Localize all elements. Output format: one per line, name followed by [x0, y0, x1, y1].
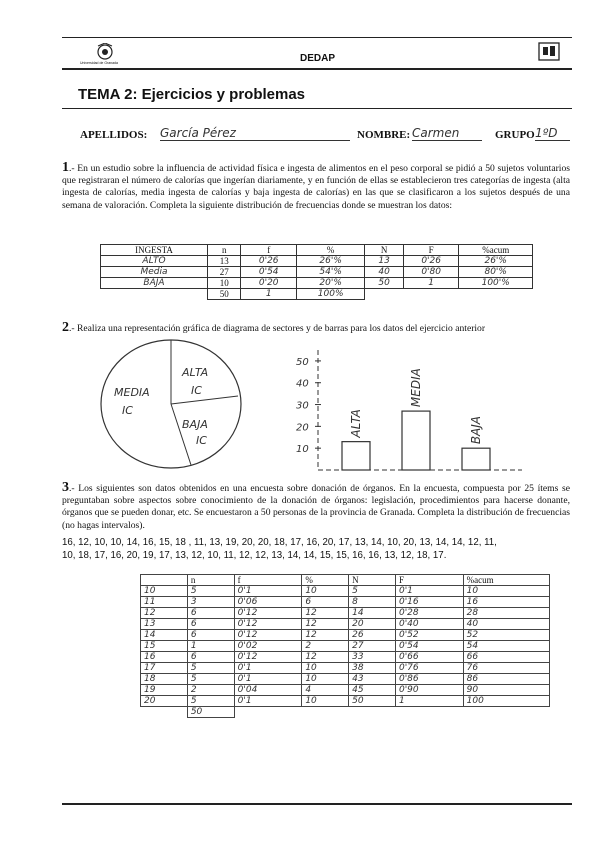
cell[interactable]: 26'%: [297, 256, 365, 267]
pie-label-media: MEDIA: [114, 386, 150, 399]
cell: 5: [187, 696, 234, 707]
cell[interactable]: 0'16: [395, 597, 463, 608]
cell[interactable]: 0'26: [403, 256, 459, 267]
cell[interactable]: 20'%: [297, 278, 365, 289]
cell: 10: [208, 278, 241, 289]
table-row: [141, 685, 550, 696]
exercise-2-statement: [62, 322, 570, 335]
apellidos-label: APELLIDOS:: [80, 129, 148, 141]
y-tick-label: 20: [296, 422, 309, 434]
cell[interactable]: 66: [463, 652, 549, 663]
cell: 19: [141, 685, 188, 696]
cell[interactable]: 100'%: [459, 278, 533, 289]
col-header: %acum: [459, 245, 533, 256]
col-header: f: [241, 245, 297, 256]
cell: 17: [141, 663, 188, 674]
col-header: N: [365, 245, 404, 256]
cell: 18: [141, 674, 188, 685]
cell[interactable]: 12: [302, 630, 349, 641]
cell[interactable]: 16: [463, 597, 549, 608]
data-sequence-line-2: 10, 18, 17, 16, 20, 19, 17, 13, 12, 10, 11, 12, 12, 13, 14, 14, 15, 15, 16, 16, 13, 12, 18, 17.: [62, 550, 447, 561]
col-header: %: [302, 575, 349, 586]
donation-frequency-table: [140, 574, 550, 718]
exercise-3-text: .- Los siguientes son datos obtenidos en una encuesta sobre donación de órganos. En la encuesta, compuesta por 25 ítems se preguntaban sobre aspectos sobre conocimiento de la donación de órganos: legislación, procedimientos para hacerse donante, órganos que se pueden donar, etc. Se encuestaron a 50 personas de la provincia de Granada. Completa la distribución de frecuencias (no hagas intervalos).: [62, 483, 570, 531]
pie-label-baja: BAJA: [182, 418, 208, 431]
nombre-field[interactable]: Carmen: [412, 126, 482, 141]
cell[interactable]: 45: [349, 685, 396, 696]
cell[interactable]: 54'%: [297, 267, 365, 278]
ingesta-frequency-table: [100, 244, 533, 300]
bar-label: BAJA: [469, 415, 483, 445]
cell[interactable]: 0'54: [241, 267, 297, 278]
cell[interactable]: [234, 707, 302, 718]
cell[interactable]: 50: [365, 278, 404, 289]
y-tick-label: 30: [296, 400, 309, 412]
cell: 5: [187, 586, 234, 597]
col-header: F: [403, 245, 459, 256]
cell[interactable]: 90: [463, 685, 549, 696]
cell: 6: [187, 608, 234, 619]
cell[interactable]: 40: [463, 619, 549, 630]
cell[interactable]: 0'86: [395, 674, 463, 685]
bar-media: [402, 411, 430, 470]
cell: 14: [141, 630, 188, 641]
apellidos-field[interactable]: García Pérez: [160, 126, 350, 141]
cell: [101, 289, 208, 300]
cell[interactable]: 0'52: [395, 630, 463, 641]
bar-baja: [462, 448, 490, 470]
cell[interactable]: 1: [395, 696, 463, 707]
cell[interactable]: 50: [349, 696, 396, 707]
pie-label-media-ic: IC: [122, 404, 133, 417]
col-header: [141, 575, 188, 586]
cell[interactable]: 0'20: [241, 278, 297, 289]
cell[interactable]: 20: [349, 619, 396, 630]
page-title: TEMA 2: Ejercicios y problemas: [78, 86, 306, 103]
cell[interactable]: 27: [349, 641, 396, 652]
cell[interactable]: 0'12: [234, 652, 302, 663]
cell[interactable]: 5: [349, 586, 396, 597]
exercise-2-text: .- Realiza una representación gráfica de diagrama de sectores y de barras para los datos del ejercicio anterior: [69, 323, 486, 334]
col-header: INGESTA: [101, 245, 208, 256]
cell[interactable]: 76: [463, 663, 549, 674]
exercise-3-statement: [62, 482, 570, 532]
table-row: [101, 256, 533, 267]
cell[interactable]: 12: [302, 619, 349, 630]
cell[interactable]: 100: [463, 696, 549, 707]
cell[interactable]: 8: [349, 597, 396, 608]
col-header: n: [208, 245, 241, 256]
cell[interactable]: 0'54: [395, 641, 463, 652]
cell[interactable]: 2: [302, 641, 349, 652]
pie-label-baja-ic: IC: [196, 434, 207, 447]
col-header: n: [187, 575, 234, 586]
cell[interactable]: 26: [349, 630, 396, 641]
grupo-field[interactable]: 1ºD: [535, 126, 570, 141]
cell[interactable]: 0'12: [234, 608, 302, 619]
cell[interactable]: 12: [302, 652, 349, 663]
cell[interactable]: 6: [302, 597, 349, 608]
bar-label: ALTA: [349, 409, 363, 438]
col-header: N: [349, 575, 396, 586]
cell[interactable]: 10: [302, 663, 349, 674]
pie-chart: [96, 336, 246, 472]
table-row: [141, 597, 550, 608]
table-header-row: [101, 245, 533, 256]
cell[interactable]: 10: [463, 586, 549, 597]
table-row: [101, 267, 533, 278]
exercise-3-number: 3: [62, 480, 69, 495]
cell: 10: [141, 586, 188, 597]
pie-label-alta-ic: IC: [191, 384, 202, 397]
cell[interactable]: [302, 707, 349, 718]
cell[interactable]: 26'%: [459, 256, 533, 267]
cell[interactable]: 40: [365, 267, 404, 278]
table-row: [141, 630, 550, 641]
cell: 13: [208, 256, 241, 267]
table-row: [141, 696, 550, 707]
cell: [365, 289, 404, 300]
col-header: F: [395, 575, 463, 586]
cell[interactable]: 0'80: [403, 267, 459, 278]
cell[interactable]: 0'1: [234, 586, 302, 597]
header-title: DEDAP: [300, 53, 336, 64]
cell[interactable]: 4: [302, 685, 349, 696]
cell: [459, 289, 533, 300]
cell: 27: [208, 267, 241, 278]
cell: 2: [187, 685, 234, 696]
table-header-row: [141, 575, 550, 586]
cell[interactable]: 1: [241, 289, 297, 300]
table-row: [141, 663, 550, 674]
cell: [403, 289, 459, 300]
cell[interactable]: 0'04: [234, 685, 302, 696]
cell[interactable]: 0'12: [234, 619, 302, 630]
data-sequence-line-1: 16, 12, 10, 10, 14, 16, 15, 18 , 11, 13, 19, 20, 20, 18, 17, 16, 20, 17, 13, 14, 10, 20, 13, 14, 14, 12, 11,: [62, 537, 497, 548]
cell: 12: [141, 608, 188, 619]
table-row: [141, 707, 550, 718]
cell[interactable]: 0'40: [395, 619, 463, 630]
cell: 6: [187, 652, 234, 663]
cell: [141, 707, 188, 718]
cell[interactable]: Media: [101, 267, 208, 278]
table-row: [141, 641, 550, 652]
cell: 6: [187, 619, 234, 630]
cell[interactable]: 38: [349, 663, 396, 674]
pie-label-alta: ALTA: [182, 366, 209, 379]
cell[interactable]: 10: [302, 586, 349, 597]
cell[interactable]: 28: [463, 608, 549, 619]
cell[interactable]: 0'66: [395, 652, 463, 663]
cell[interactable]: 86: [463, 674, 549, 685]
bar-alta: [342, 442, 370, 470]
exercise-2-number: 2: [62, 320, 69, 335]
table-row: [141, 674, 550, 685]
col-header: %: [297, 245, 365, 256]
cell[interactable]: 80'%: [459, 267, 533, 278]
cell[interactable]: 0'1: [234, 663, 302, 674]
nombre-label: NOMBRE:: [357, 129, 411, 141]
grupo-label: GRUPO: [495, 129, 535, 141]
exercise-1-number: 1: [62, 160, 69, 175]
col-header: %acum: [463, 575, 549, 586]
cell[interactable]: [349, 707, 396, 718]
cell[interactable]: 43: [349, 674, 396, 685]
cell[interactable]: 0'76: [395, 663, 463, 674]
cell[interactable]: 0'1: [395, 586, 463, 597]
dedap-logo-icon: [537, 41, 561, 63]
table-row: [141, 608, 550, 619]
cell[interactable]: 12: [302, 608, 349, 619]
cell[interactable]: 13: [365, 256, 404, 267]
cell: 50: [187, 707, 234, 718]
cell: 16: [141, 652, 188, 663]
table-total-row: [101, 289, 533, 300]
cell[interactable]: 14: [349, 608, 396, 619]
cell: 5: [187, 663, 234, 674]
col-header: f: [234, 575, 302, 586]
cell: 6: [187, 630, 234, 641]
cell[interactable]: 52: [463, 630, 549, 641]
cell[interactable]: 0'02: [234, 641, 302, 652]
cell[interactable]: [395, 707, 463, 718]
cell: 1: [187, 641, 234, 652]
cell[interactable]: 1: [403, 278, 459, 289]
cell[interactable]: BAJA: [101, 278, 208, 289]
logo-text: Universidad de Granada: [80, 61, 118, 65]
cell[interactable]: 0'06: [234, 597, 302, 608]
cell: 15: [141, 641, 188, 652]
table-row: [141, 652, 550, 663]
cell: 11: [141, 597, 188, 608]
bar-chart: [290, 345, 550, 475]
y-tick-label: 50: [296, 356, 309, 368]
cell: 3: [187, 597, 234, 608]
table-row: [101, 278, 533, 289]
cell[interactable]: [463, 707, 549, 718]
cell[interactable]: 0'1: [234, 674, 302, 685]
cell[interactable]: 10: [302, 696, 349, 707]
table-row: [141, 619, 550, 630]
cell[interactable]: 0'28: [395, 608, 463, 619]
table-row: [141, 586, 550, 597]
cell: 50: [208, 289, 241, 300]
cell[interactable]: 100%: [297, 289, 365, 300]
y-tick-label: 10: [296, 444, 309, 456]
y-tick-label: 40: [296, 378, 309, 390]
cell[interactable]: 0'90: [395, 685, 463, 696]
exercise-1-statement: [62, 162, 570, 212]
cell[interactable]: 33: [349, 652, 396, 663]
bar-label: MEDIA: [409, 368, 423, 408]
cell[interactable]: 0'12: [234, 630, 302, 641]
cell[interactable]: 0'1: [234, 696, 302, 707]
cell[interactable]: ALTO: [101, 256, 208, 267]
cell[interactable]: 10: [302, 674, 349, 685]
cell: 13: [141, 619, 188, 630]
university-logo: [80, 43, 130, 67]
cell: 20: [141, 696, 188, 707]
cell[interactable]: 0'26: [241, 256, 297, 267]
exercise-1-text: .- En un estudio sobre la influencia de actividad física e ingesta de alimentos en el peso corporal se pidió a 50 sujetos voluntarios que registraran el número de calorías que ingerían diariamente, y en función de ellas se establecieron tres categorías de ingesta (alta ingesta de calorías, media ingesta de calorías y baja ingesta de calorías) en las que se clasificaron a los sujetos después de una semana de valoración. Completa la siguiente distribución de frecuencias donde se muestran los datos:: [62, 163, 570, 211]
cell[interactable]: 54: [463, 641, 549, 652]
cell: 5: [187, 674, 234, 685]
